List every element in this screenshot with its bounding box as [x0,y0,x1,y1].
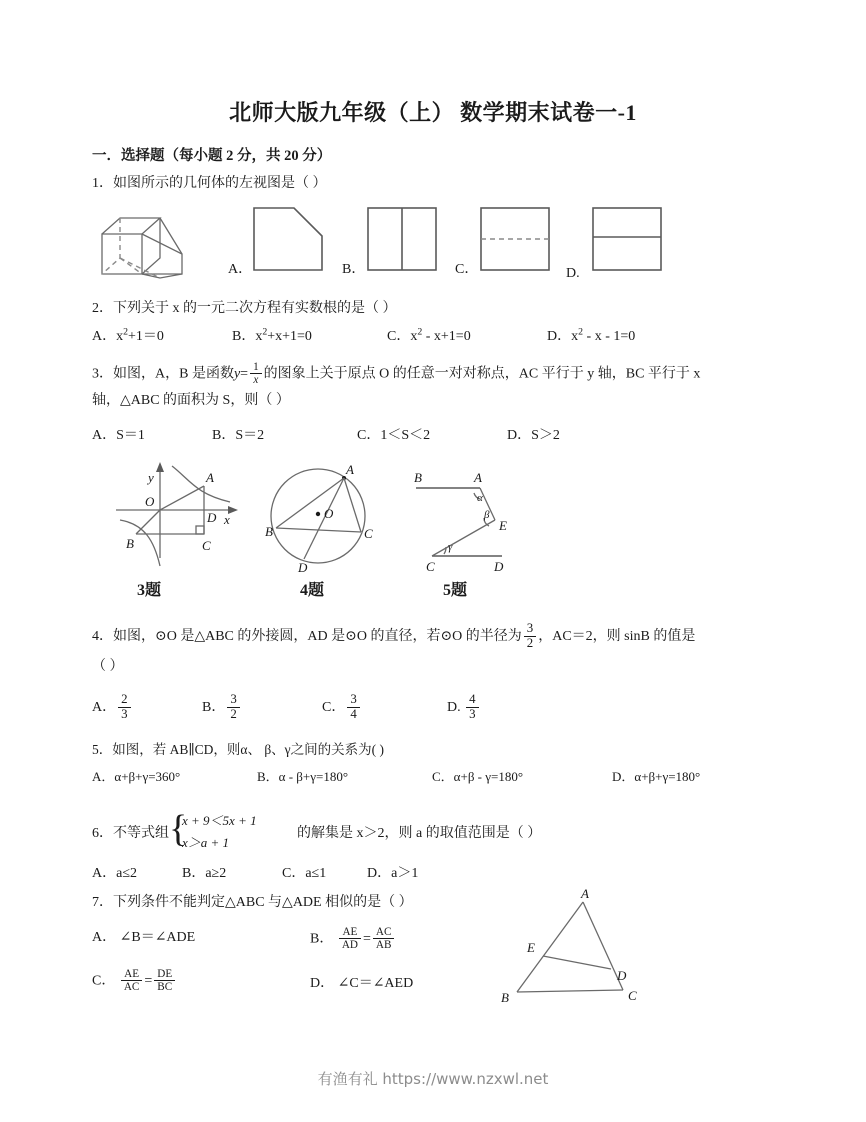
q3-option-d[interactable]: D．S＞2 [507,428,560,443]
svg-text:C: C [426,559,435,574]
svg-text:O: O [145,494,155,509]
figure-q5-angles [410,468,520,576]
figure-q4-circle [262,462,380,574]
q3-option-b[interactable]: B．S＝2 [212,428,265,443]
q4-option-b[interactable]: B． $\frac{3}{2}$ [202,693,322,722]
question-5-stem: 5．如图，若 AB∥CD，则α、 β、γ之间的关系为( ) [92,742,385,757]
q7-option-b[interactable]: B． $\frac{AE}{AD}$ = $\frac{AC}{AB}$ [310,926,396,951]
q4-option-a[interactable]: A． $\frac{2}{3}$ [92,693,202,722]
svg-text:C: C [628,988,637,1003]
q4-option-c[interactable]: C． $\frac{3}{4}$ [322,693,447,722]
q1-solid-figure [96,200,191,282]
q3-stem-post: 的图象上关于原点 O 的任意一对对称点，AC 平行于 y 轴，BC 平行于 x [263,366,701,382]
svg-text:α: α [477,492,483,504]
svg-text:E: E [499,518,507,533]
figure-q3-caption: 3题 [137,582,162,599]
q3-stem-pre: 3．如图，A，B 是函数 [92,366,234,382]
q1-option-b-figure [366,206,438,272]
svg-text:x: x [224,512,230,527]
q5-option-c[interactable]: C．α+β - γ=180° [432,769,524,784]
q1-option-c-label: C． [455,262,479,277]
svg-text:E: E [527,940,535,955]
q4-stem-pre: 4．如图，⊙O 是△ABC 的外接圆，AD 是⊙O 的直径，若⊙O 的半径为 [92,629,522,645]
q2-option-b[interactable]: B．$x^2+x+1=0$ [232,326,312,344]
svg-text:D: D [617,968,627,983]
svg-text:y: y [148,470,154,485]
svg-text:C: C [202,538,211,553]
question-3-stem-line1: 3．如图，A，B 是函数y= $\frac{1}{x}$ 的图象上关于原点 O 的任意一对对称点，AC 平行于 y 轴，BC 平行于 x [92,361,701,387]
question-4-stem-line1: 4．如图，⊙O 是△ABC 的外接圆，AD 是⊙O 的直径，若⊙O 的半径为 $\frac{3}{2}$ ，AC＝2，则 sinB 的值是 [92,621,696,650]
svg-text:O: O [324,506,334,521]
q1-option-a-figure [252,206,324,272]
q6-option-b[interactable]: B．a≥2 [182,866,227,881]
question-3-options [92,424,560,444]
q4-option-d[interactable]: D. $\frac{4}{3}$ [447,693,481,722]
svg-text:A: A [581,886,589,901]
q3-option-a[interactable]: A．S＝1 [92,428,145,443]
figure-q4-caption: 4题 [300,582,325,599]
question-1-stem: 1．如图所示的几何体的左视图是（ ） [92,176,327,191]
page-title: 北师大版九年级（上） 数学期末试卷一-1 [229,100,637,125]
q5-option-d[interactable]: D．α+β+γ=180° [612,769,701,784]
svg-text:B: B [414,470,422,485]
q1-option-d-label: D. [566,266,580,281]
q6-stem-pre: 6．不等式组 [92,826,169,842]
svg-text:γ: γ [448,541,453,553]
figure-q7-triangle [495,888,660,1013]
q6-option-a[interactable]: A．a≤2 [92,866,138,881]
figure-q5-caption: 5题 [443,582,468,599]
q4-stem-post: ，AC＝2，则 sinB 的值是 [538,629,696,645]
svg-text:A: A [206,470,214,485]
q7-option-a[interactable]: A． ∠B＝∠ADE [92,930,196,945]
q6-stem-post: 的解集是 x＞2，则 a 的取值范围是（ ） [297,826,542,842]
question-7-stem: 7．下列条件不能判定△ABC 与△ADE 相似的是（ ） [92,895,413,910]
svg-text:A: A [346,462,354,477]
question-6-options [92,862,418,882]
svg-text:B: B [265,524,273,539]
q6-system-line2: x＞a + 1 [182,835,230,850]
question-4-stem-line2: （ ） [92,659,124,674]
q7-option-c[interactable]: C． $\frac{AE}{AC}$ = $\frac{DE}{BC}$ [92,968,177,993]
q2-option-a[interactable]: A．$x^2+1=0$ [92,326,164,344]
question-3-stem-line2: 轴，△ABC 的面积为 S，则（ ） [92,393,290,408]
svg-text:D: D [207,510,217,525]
q2-option-c[interactable]: C．$x^2 - x+1=0$ [387,326,471,344]
question-2-options [92,325,635,345]
svg-text:C: C [364,526,373,541]
svg-text:D: D [298,560,308,575]
q5-option-a[interactable]: A．α+β+γ=360° [92,769,181,784]
q1-option-c-figure [479,206,551,272]
footer-watermark: 有渔有礼 https://www.nzxwl.net [317,1070,549,1088]
q1-option-a-label: A． [228,262,253,277]
q6-option-d[interactable]: D．a＞1 [367,866,419,881]
q3-option-c[interactable]: C．1＜S＜2 [357,428,431,443]
q5-option-b[interactable]: B．α - β+γ=180° [257,769,349,784]
section-heading: 一．选择题（每小题 2 分，共 20 分） [92,148,332,164]
svg-text:B: B [126,536,134,551]
svg-text:D: D [494,559,504,574]
q7-option-d[interactable]: D． ∠C＝∠AED [310,976,414,991]
q1-option-b-label: B． [342,262,366,277]
q1-option-d-figure [591,206,663,272]
q6-option-c[interactable]: C．a≤1 [282,866,327,881]
figure-q3-hyperbola [112,458,242,573]
question-4-options [92,693,481,722]
svg-text:B: B [501,990,509,1005]
question-5-options [92,766,700,785]
q2-option-d[interactable]: D．$x^2 - x - 1=0$ [547,326,636,344]
svg-text:β: β [484,509,490,521]
q6-system-line1: x + 9＜5x + 1 [182,813,257,828]
question-2-stem: 2．下列关于 x 的一元二次方程有实数根的是（ ） [92,301,397,316]
svg-text:A: A [474,470,482,485]
question-6-stem: 6．不等式组 { x + 9＜5x + 1 x＞a + 1 的解集是 x＞2，则 a 的取值范围是（ ） [92,812,541,856]
